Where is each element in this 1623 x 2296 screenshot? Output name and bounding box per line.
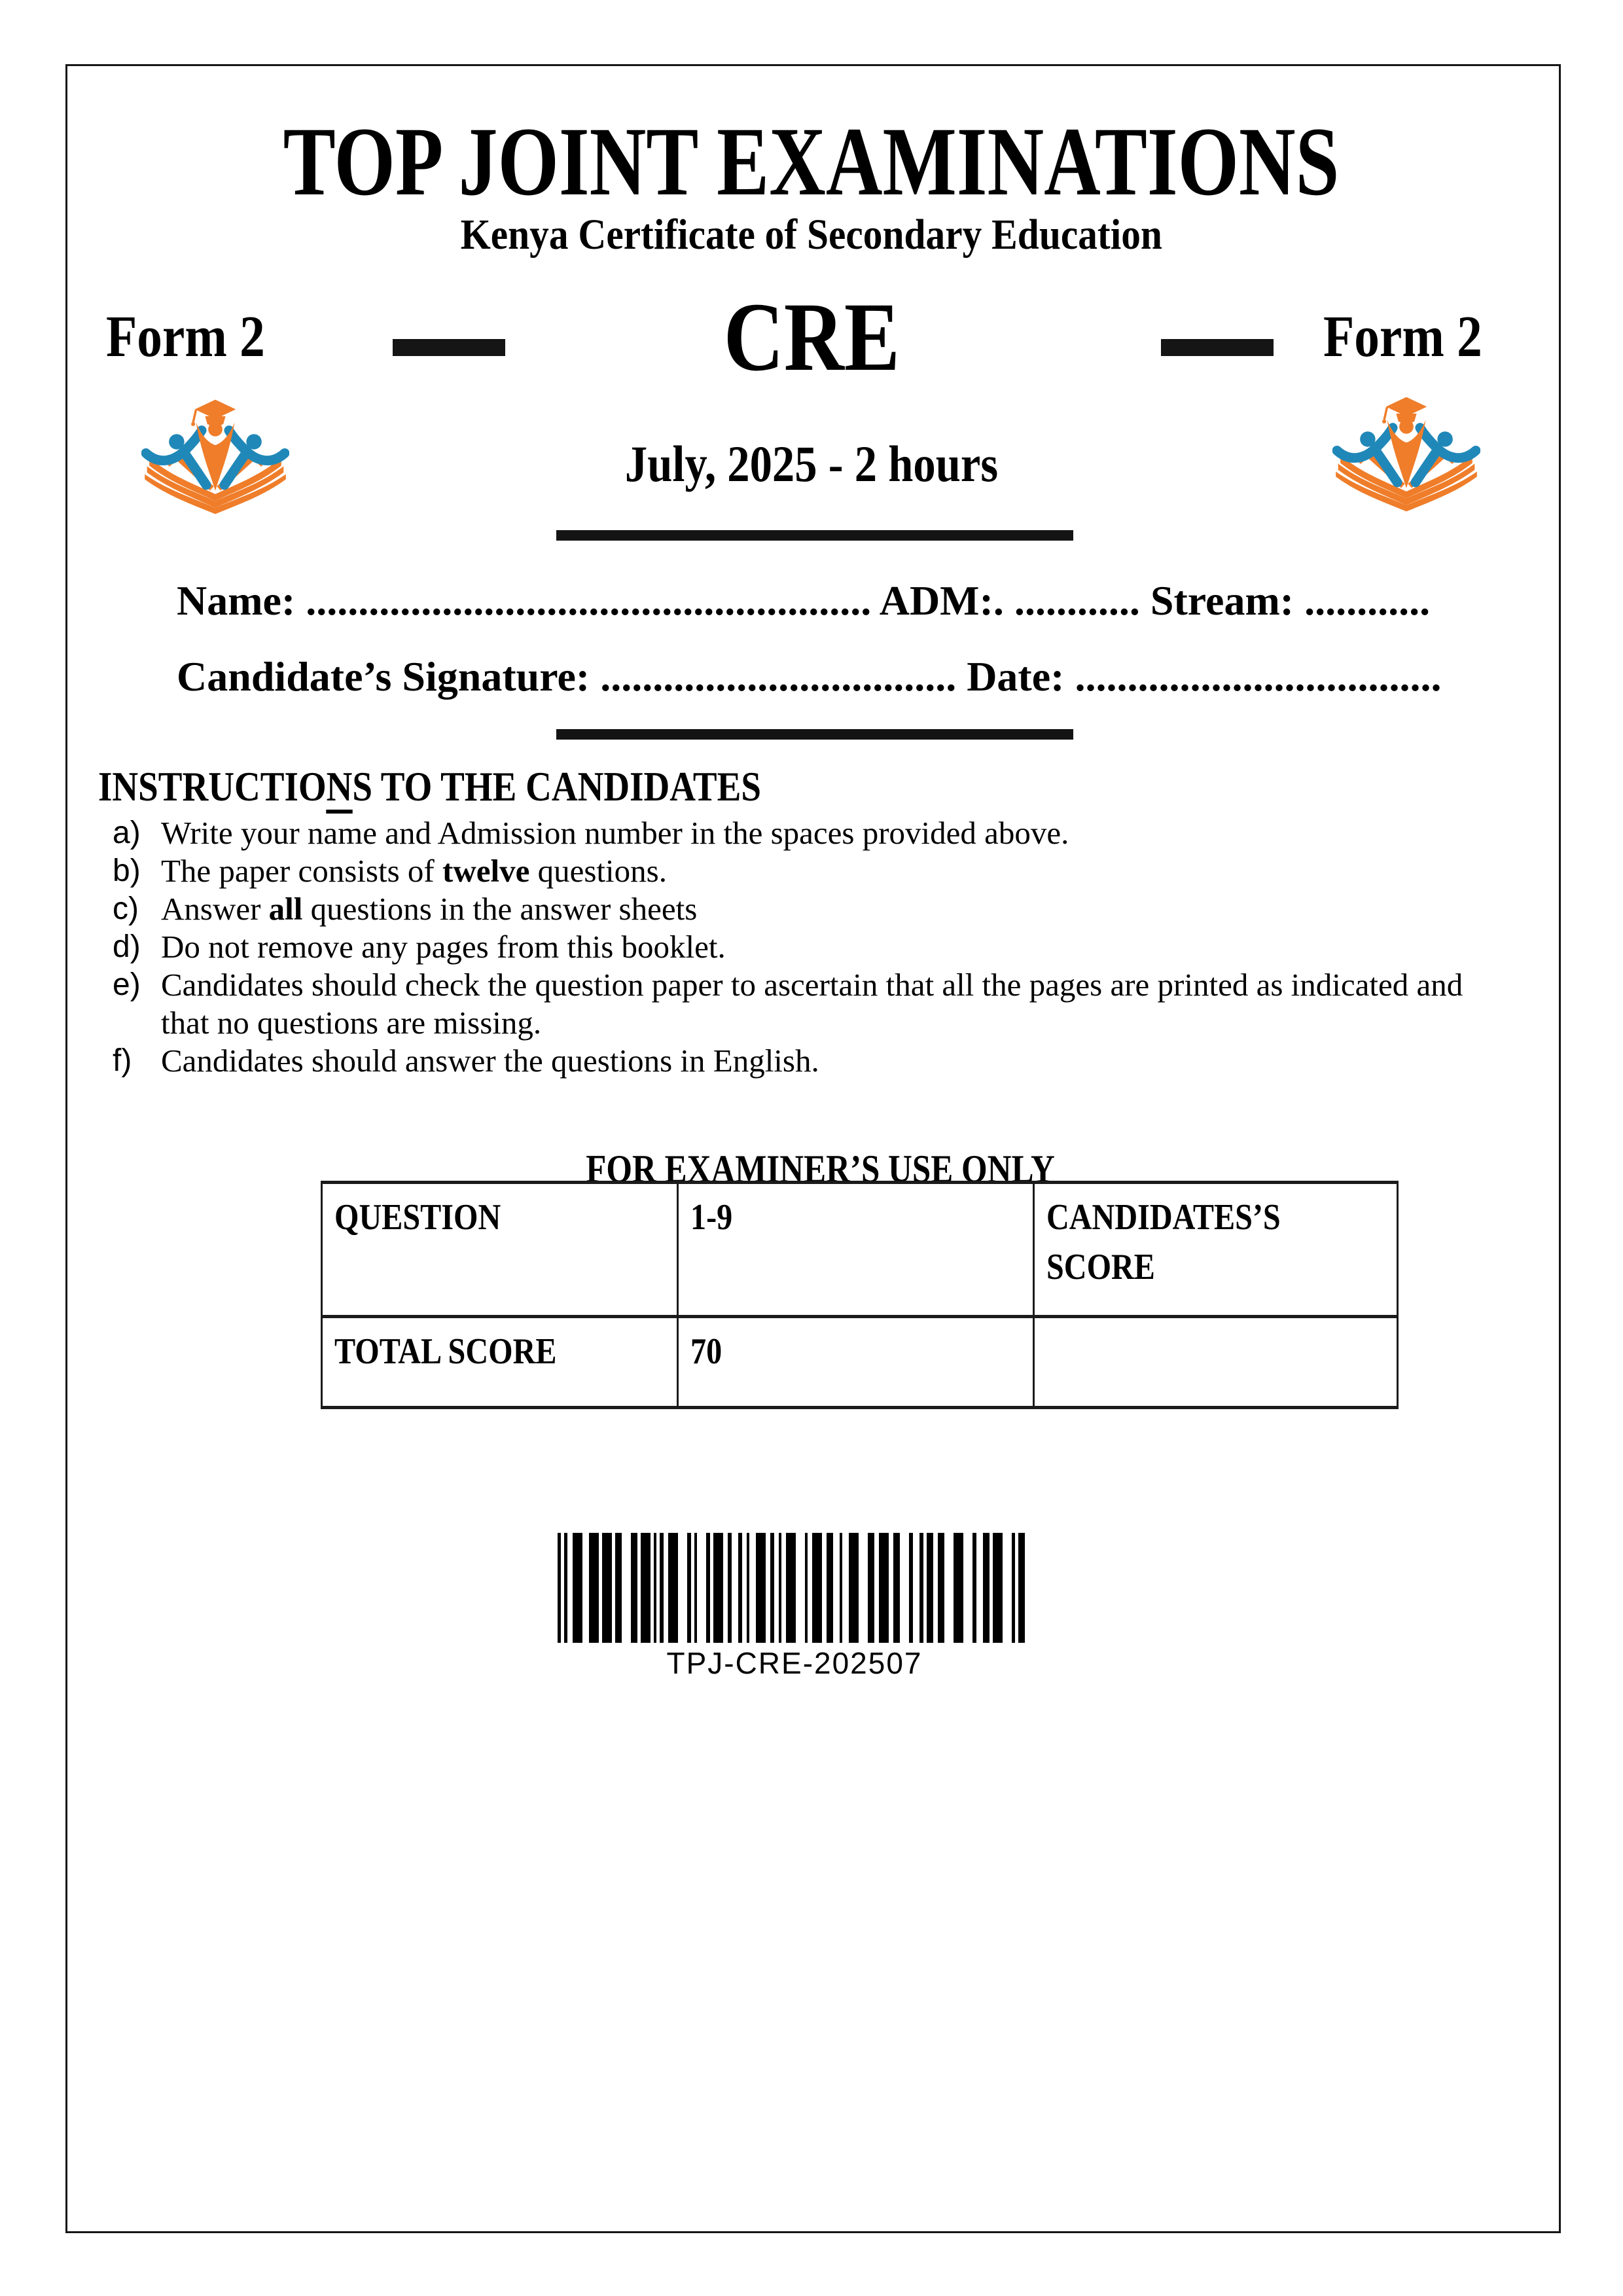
date-label: Date: (967, 653, 1065, 700)
page-title-text: TOP JOINT EXAMINATIONS (283, 107, 1340, 216)
form-level-right: Form 2 (1323, 304, 1482, 369)
page-subtitle-text: Kenya Certificate of Secondary Education (460, 211, 1163, 259)
table-row (322, 1317, 1398, 1408)
total-score-label-cell: TOTAL SCORE (322, 1317, 678, 1408)
instruction-item: f) Candidates should answer the questions in English. (113, 1043, 819, 1079)
question-range-cell: 1-9 (678, 1183, 1034, 1317)
name-label: Name: (177, 577, 296, 624)
examiner-table (321, 1181, 1399, 1409)
page-subtitle (0, 213, 1623, 257)
instruction-item: b) The paper consists of twelve questions. (113, 853, 667, 889)
divider-rule-top (556, 530, 1073, 541)
instruction-item: c) Answer all questions in the answer sheets (113, 891, 698, 927)
adm-label: ADM:. (879, 577, 1004, 624)
signature-date-line (177, 653, 1442, 700)
date-blank[interactable]: ................................... (1075, 653, 1442, 700)
name-blank[interactable]: ...................................................... (306, 577, 872, 624)
adm-blank[interactable]: ............ (1014, 577, 1140, 624)
subject-title: CRE (723, 283, 900, 391)
underlined-letter: N (327, 763, 353, 814)
divider-rule-bottom (556, 729, 1073, 740)
barcode-label: TPJ-CRE-202507 (666, 1646, 923, 1680)
table-row (322, 1183, 1398, 1317)
barcode (558, 1533, 1031, 1643)
separator-dash-right (1161, 339, 1274, 356)
instruction-item: d) Do not remove any pages from this booklet. (113, 929, 726, 965)
page-title (0, 107, 1623, 216)
instruction-item: e) Candidates should check the question paper to ascertain that all the pages are printed as indicated and that no questions are missing. (113, 967, 1463, 1041)
total-score-blank-cell[interactable] (1034, 1317, 1398, 1408)
instructions-heading: INSTRUCTIONS TO THE CANDIDATES (98, 766, 869, 808)
candidates-score-cell: CANDIDATES’S SCORE (1034, 1183, 1398, 1317)
question-header-cell: QUESTION (322, 1183, 678, 1317)
stream-label: Stream: (1150, 577, 1294, 624)
instruction-item: a) Write your name and Admission number in the spaces provided above. (113, 815, 1069, 851)
session-line: July, 2025 - 2 hours (624, 435, 999, 492)
signature-blank[interactable]: .................................. (600, 653, 957, 700)
form-level-left: Form 2 (106, 304, 265, 369)
stream-blank[interactable]: ............ (1304, 577, 1431, 624)
signature-label: Candidate’s Signature: (177, 653, 590, 700)
name-adm-stream-line (177, 577, 1431, 624)
instructions-list (113, 814, 1507, 1080)
total-score-value-cell: 70 (678, 1317, 1034, 1408)
examiner-heading: FOR EXAMINER’S USE ONLY (586, 1147, 1055, 1191)
